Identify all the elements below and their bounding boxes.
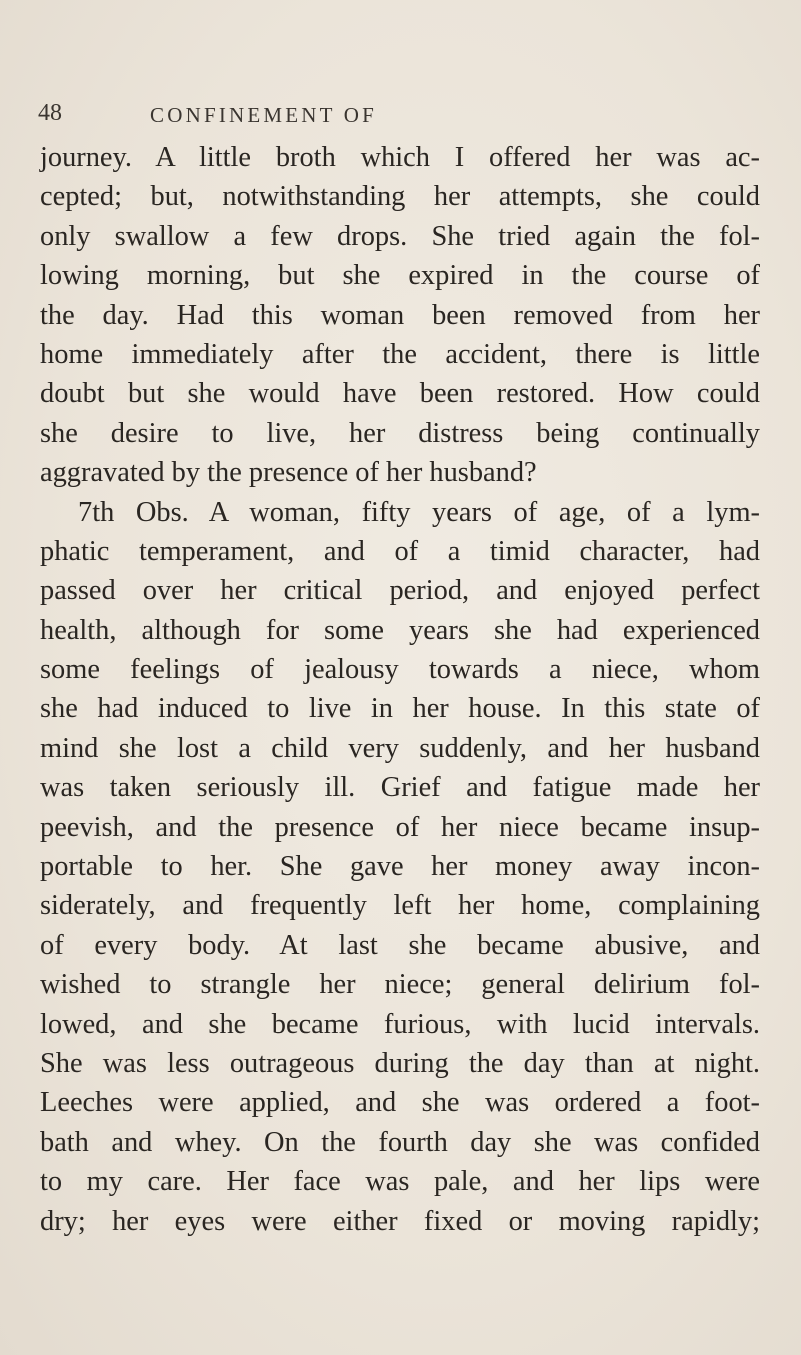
- text-line: she desire to live, her distress being continually: [40, 417, 760, 449]
- text-line: bath and whey. On the fourth day she was confided: [40, 1126, 760, 1158]
- text-line: lowing morning, but she expired in the course of: [40, 260, 760, 292]
- text-line: mind she lost a child very suddenly, and her husband: [40, 732, 760, 764]
- text-line: passed over her critical period, and enjoyed perfect: [40, 575, 760, 607]
- text-line: only swallow a few drops. She tried again the fol-: [40, 220, 760, 252]
- running-title: CONFINEMENT OF: [150, 103, 378, 127]
- text-line: to my care. Her face was pale, and her lips were: [40, 1166, 760, 1198]
- text-line: doubt but she would have been restored. How could: [40, 378, 760, 410]
- body-text: [40, 138, 760, 1241]
- text-line: wished to strangle her niece; general delirium fol-: [40, 969, 760, 1001]
- text-line: lowed, and she became furious, with lucid intervals.: [40, 1008, 760, 1040]
- running-head: [38, 100, 758, 134]
- paragraph-end-line: aggravated by the presence of her husband?: [40, 457, 537, 489]
- text-line: siderately, and frequently left her home, complaining: [40, 890, 760, 922]
- text-line: health, although for some years she had experienced: [40, 614, 760, 646]
- page-number: 48: [38, 100, 62, 126]
- text-line: the day. Had this woman been removed from her: [40, 299, 760, 331]
- text-line: some feelings of jealousy towards a niece, whom: [40, 654, 760, 686]
- text-line: Leeches were applied, and she was ordered a foot-: [40, 1087, 760, 1119]
- text-line: portable to her. She gave her money away incon-: [40, 851, 760, 883]
- text-line: she had induced to live in her house. In this state of: [40, 693, 760, 725]
- text-line: dry; her eyes were either fixed or moving rapidly;: [40, 1205, 760, 1237]
- text-line: phatic temperament, and of a timid character, had: [40, 535, 760, 567]
- text-line: home immediately after the accident, there is little: [40, 338, 760, 370]
- text-line: She was less outrageous during the day than at night.: [40, 1047, 760, 1079]
- text-line: of every body. At last she became abusive, and: [40, 929, 760, 961]
- text-line: cepted; but, notwithstanding her attempts, she could: [40, 181, 760, 213]
- text-line: journey. A little broth which I offered her was ac-: [40, 142, 760, 173]
- text-line: peevish, and the presence of her niece became insup-: [40, 811, 760, 843]
- text-line: was taken seriously ill. Grief and fatigue made her: [40, 772, 760, 804]
- observation-heading-line: 7th Obs. A woman, fifty years of age, of a lym-: [78, 496, 760, 528]
